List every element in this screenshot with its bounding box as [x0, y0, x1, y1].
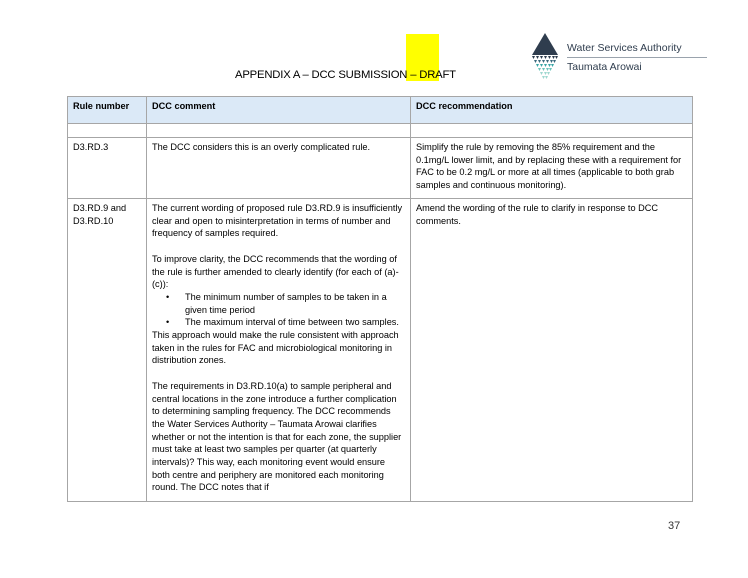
- column-header-dcc-comment: DCC comment: [147, 97, 411, 124]
- empty-cell: [147, 124, 411, 138]
- logo-name-maori: Taumata Arowai: [567, 61, 642, 73]
- bullet-item: • The maximum interval of time between two samples.: [185, 316, 405, 329]
- logo-name-english: Water Services Authority: [567, 42, 682, 54]
- submission-table: [67, 96, 693, 502]
- table-header-row: [68, 97, 693, 124]
- title-draft-label: DRAFT: [419, 69, 456, 81]
- page-title: [235, 69, 456, 81]
- column-header-rule-number: Rule number: [68, 97, 147, 124]
- recommendation-cell: Amend the wording of the rule to clarify in response to DCC comments.: [411, 199, 693, 502]
- bullet-item: • The minimum number of samples to be taken in a given time period: [185, 291, 405, 316]
- recommendation-cell: Simplify the rule by removing the 85% requirement and the 0.1mg/L lower limit, and by replacing these with a requirement for FAC to be 0.2 mg/L or more at all times (applicable to both grab samples and continuous monitoring).: [411, 138, 693, 199]
- comment-cell: The DCC considers this is an overly complicated rule.: [147, 138, 411, 199]
- comment-cell: [147, 199, 411, 502]
- comment-paragraph: The requirements in D3.RD.10(a) to sample peripheral and central locations in the zone introduce a further complication to determining sampling frequency. The DCC recommends the Water Services Authority – Taumata Arowai clarifies whether or not the intention is that for each zone, the supplier must take at least two samples per quarter (at quarterly intervals)? This way, each monitoring event would ensure both centre and periphery are monitored each monitoring round. The DCC notes that if: [152, 380, 402, 493]
- rule-number-cell: D3.RD.9 and D3.RD.10: [68, 199, 147, 502]
- rule-number-cell: D3.RD.3: [68, 138, 147, 199]
- comment-paragraph: To improve clarity, the DCC recommends that the wording of the rule is further amended to clearly identify (for each of (a)-(c)):: [152, 253, 399, 290]
- table-row: [68, 199, 693, 502]
- empty-cell: [68, 124, 147, 138]
- comment-paragraph: This approach would make the rule consistent with approach taken in the rules for FAC and microbiological monitoring in distribution zones.: [152, 330, 399, 366]
- droplet-diamond-icon: [530, 33, 560, 83]
- comment-bullet-list: [152, 291, 405, 329]
- table-row: [68, 138, 693, 199]
- title-prefix: APPENDIX A – DCC SUBMISSION –: [235, 69, 420, 81]
- table-spacer-row: [68, 124, 693, 138]
- column-header-dcc-recommendation: DCC recommendation: [411, 97, 693, 124]
- empty-cell: [411, 124, 693, 138]
- comment-paragraph: The current wording of proposed rule D3.RD.9 is insufficiently clear and open to misinterpretation in terms of number and frequency of samples required.: [152, 203, 403, 239]
- water-services-authority-logo: [530, 33, 720, 83]
- logo-divider: [567, 57, 707, 58]
- page-number: 37: [668, 520, 681, 532]
